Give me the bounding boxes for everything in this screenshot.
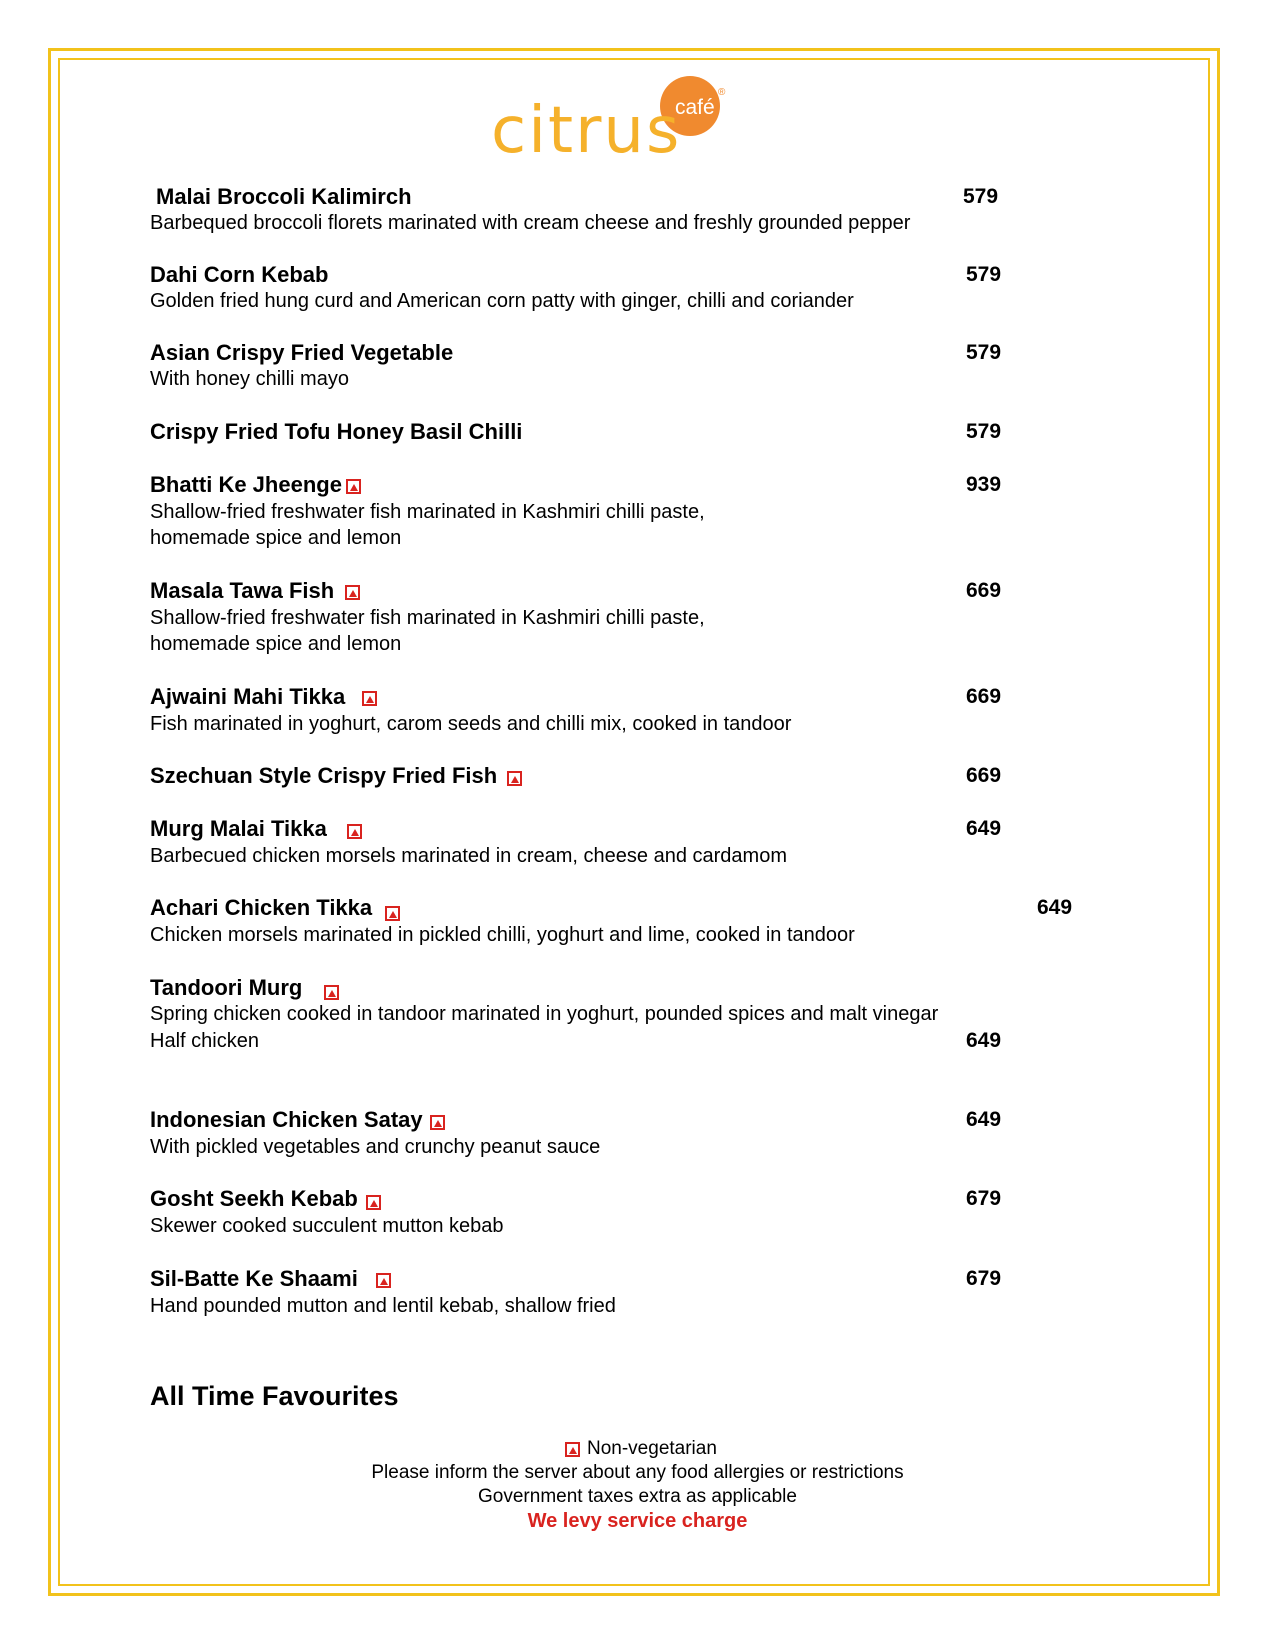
item-description: Hand pounded mutton and lentil kebab, shallow fried <box>150 1295 616 1317</box>
item-name: Masala Tawa Fish <box>150 578 335 603</box>
item-price: 579 <box>966 420 1002 443</box>
logo-badge-text: café <box>675 96 715 119</box>
item-price: 579 <box>966 263 1002 286</box>
item-name: Szechuan Style Crispy Fried Fish <box>150 763 498 788</box>
item-name: Murg Malai Tikka <box>150 816 327 841</box>
item-description: Chicken morsels marinated in pickled chilli, yoghurt and lime, cooked in tandoor <box>150 924 855 946</box>
non-veg-icon <box>430 1115 445 1130</box>
item-portion: Half chicken <box>150 1030 259 1052</box>
non-veg-icon <box>347 824 362 839</box>
item-price: 649 <box>966 1029 1002 1052</box>
item-price: 669 <box>966 579 1002 602</box>
item-description: homemade spice and lemon <box>150 527 402 549</box>
item-description: Shallow-fried freshwater fish marinated in Kashmiri chilli paste, <box>150 501 705 523</box>
non-veg-icon <box>507 771 522 786</box>
non-veg-icon <box>324 985 339 1000</box>
non-veg-icon <box>346 479 361 494</box>
item-description: Barbecued chicken morsels marinated in cream, cheese and cardamom <box>150 845 787 867</box>
item-price: 679 <box>966 1267 1002 1290</box>
tax-note: Government taxes extra as applicable <box>478 1486 797 1507</box>
item-price: 649 <box>1037 896 1073 919</box>
citrus-cafe-logo <box>491 72 765 172</box>
non-veg-icon <box>366 1195 381 1210</box>
item-price: 679 <box>966 1187 1002 1210</box>
item-name: Gosht Seekh Kebab <box>150 1186 358 1211</box>
item-name: Dahi Corn Kebab <box>150 262 329 287</box>
item-name: Ajwaini Mahi Tikka <box>150 684 346 709</box>
non-veg-icon <box>362 691 377 706</box>
item-description: Barbequed broccoli florets marinated with cream cheese and freshly grounded pepper <box>150 212 911 234</box>
item-name: Crispy Fried Tofu Honey Basil Chilli <box>150 419 523 444</box>
item-name: Tandoori Murg <box>150 975 303 1000</box>
logo-word: citrus <box>491 94 682 168</box>
non-veg-icon <box>385 906 400 921</box>
item-price: 579 <box>966 341 1002 364</box>
service-charge-note: We levy service charge <box>527 1510 748 1532</box>
item-name: Indonesian Chicken Satay <box>150 1107 423 1132</box>
item-description: With pickled vegetables and crunchy peanut sauce <box>150 1136 601 1158</box>
non-veg-icon <box>376 1273 391 1288</box>
allergy-note: Please inform the server about any food allergies or restrictions <box>371 1462 904 1483</box>
item-name: Asian Crispy Fried Vegetable <box>150 340 454 365</box>
logo-registered-mark: ® <box>718 87 726 98</box>
section-heading: All Time Favourites <box>150 1381 399 1411</box>
legend-label: Non-vegetarian <box>587 1438 717 1459</box>
item-price: 669 <box>966 764 1002 787</box>
item-name: Sil-Batte Ke Shaami <box>150 1266 358 1291</box>
item-description: homemade spice and lemon <box>150 633 402 655</box>
item-description: Golden fried hung curd and American corn patty with ginger, chilli and coriander <box>150 290 854 312</box>
non-veg-icon <box>565 1442 580 1457</box>
non-veg-icon <box>345 585 360 600</box>
item-description: With honey chilli mayo <box>150 368 349 390</box>
item-price: 579 <box>963 185 999 208</box>
item-price: 649 <box>966 1108 1002 1131</box>
item-description: Shallow-fried freshwater fish marinated in Kashmiri chilli paste, <box>150 607 705 629</box>
item-description: Fish marinated in yoghurt, carom seeds and chilli mix, cooked in tandoor <box>150 713 792 735</box>
item-name: Malai Broccoli Kalimirch <box>156 184 412 209</box>
item-description: Skewer cooked succulent mutton kebab <box>150 1215 504 1237</box>
item-description: Spring chicken cooked in tandoor marinated in yoghurt, pounded spices and malt vinegar <box>150 1003 939 1025</box>
item-price: 649 <box>966 817 1002 840</box>
item-price: 669 <box>966 685 1002 708</box>
item-name: Bhatti Ke Jheenge <box>150 472 342 497</box>
item-price: 939 <box>966 473 1002 496</box>
item-name: Achari Chicken Tikka <box>150 895 373 920</box>
